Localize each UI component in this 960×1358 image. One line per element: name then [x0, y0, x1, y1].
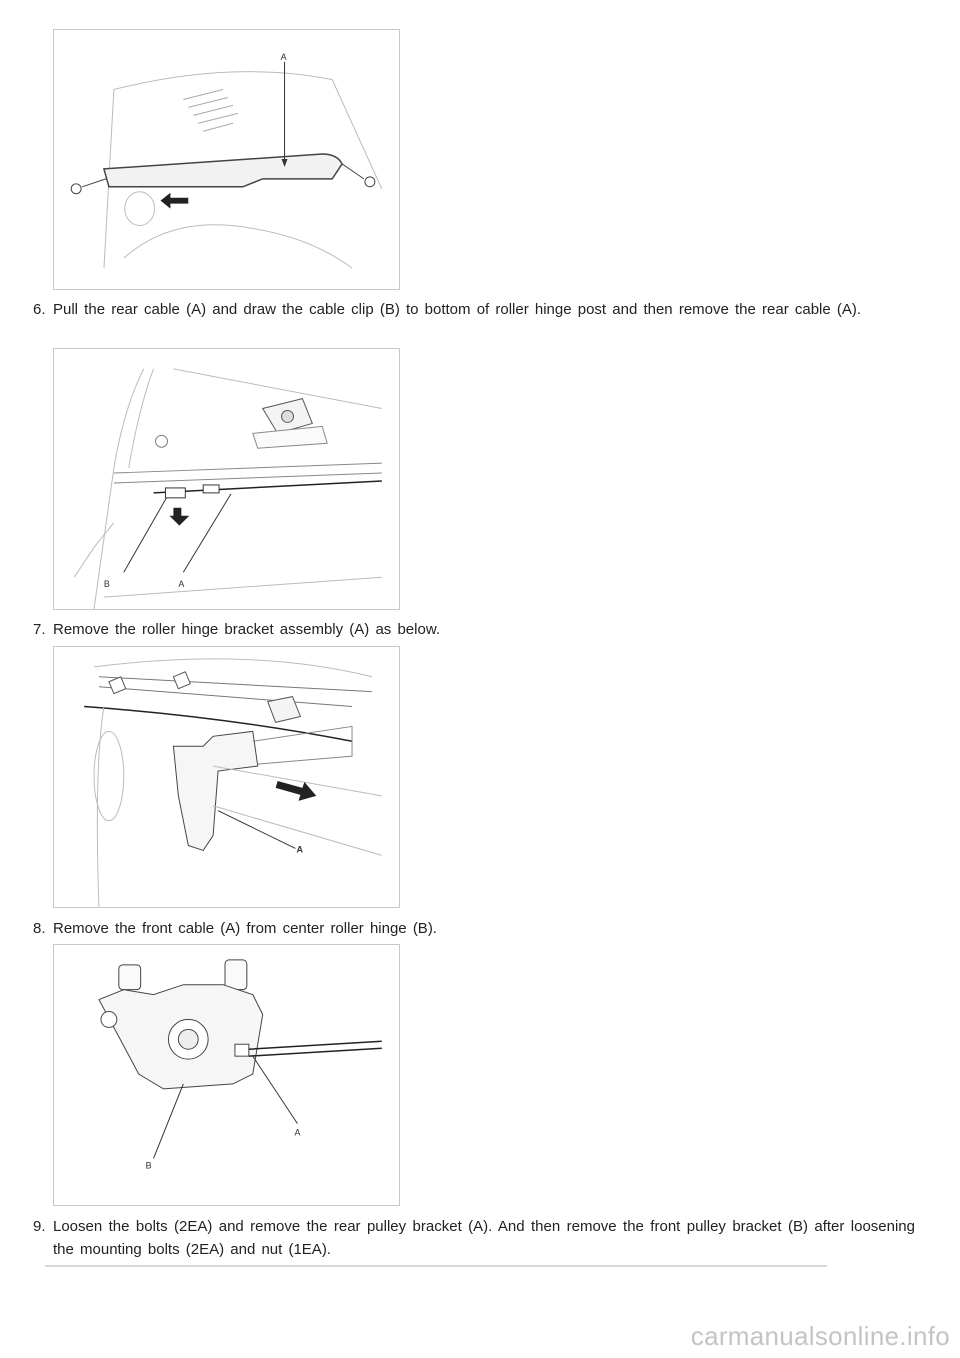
diagram-cable-clip — [54, 349, 399, 609]
figure-rear-pulley-bracket — [53, 29, 400, 290]
figure-center-roller-hinge — [53, 944, 400, 1206]
callout-b: B — [103, 579, 110, 590]
step-7-number: 7. — [33, 621, 46, 638]
callout-a: A — [296, 844, 303, 855]
section-divider — [45, 1265, 827, 1267]
step-7-text: Remove the roller hinge bracket assembly (A) as below. — [53, 621, 441, 638]
figure-cable-clip — [53, 348, 400, 610]
step-9-number: 9. — [33, 1218, 46, 1235]
callout-a: A — [280, 51, 287, 62]
callout-a: A — [294, 1127, 301, 1138]
diagram-center-roller-hinge — [54, 945, 399, 1205]
step-6-text: Pull the rear cable (A) and draw the cable clip (B) to bottom of roller hinge post and then remove the rear cable (A). — [53, 301, 862, 318]
diagram-roller-hinge-bracket — [54, 647, 399, 907]
step-8 — [33, 917, 915, 940]
step-8-number: 8. — [33, 920, 46, 937]
diagram-rear-pulley-bracket — [54, 30, 399, 289]
step-9 — [33, 1215, 915, 1261]
figure-roller-hinge-bracket — [53, 646, 400, 908]
step-6 — [33, 298, 915, 321]
step-7 — [33, 618, 915, 641]
step-6-number: 6. — [33, 301, 46, 318]
callout-b: B — [145, 1160, 152, 1171]
site-watermark: carmanualsonline.info — [690, 1321, 950, 1351]
callout-a: A — [178, 579, 185, 590]
step-9-text: Loosen the bolts (2EA) and remove the rear pulley bracket (A). And then remove the front pulley bracket (B) after loosening the mounting bolts (2EA) and nut (1EA). — [53, 1218, 915, 1258]
step-8-text: Remove the front cable (A) from center roller hinge (B). — [53, 920, 437, 937]
